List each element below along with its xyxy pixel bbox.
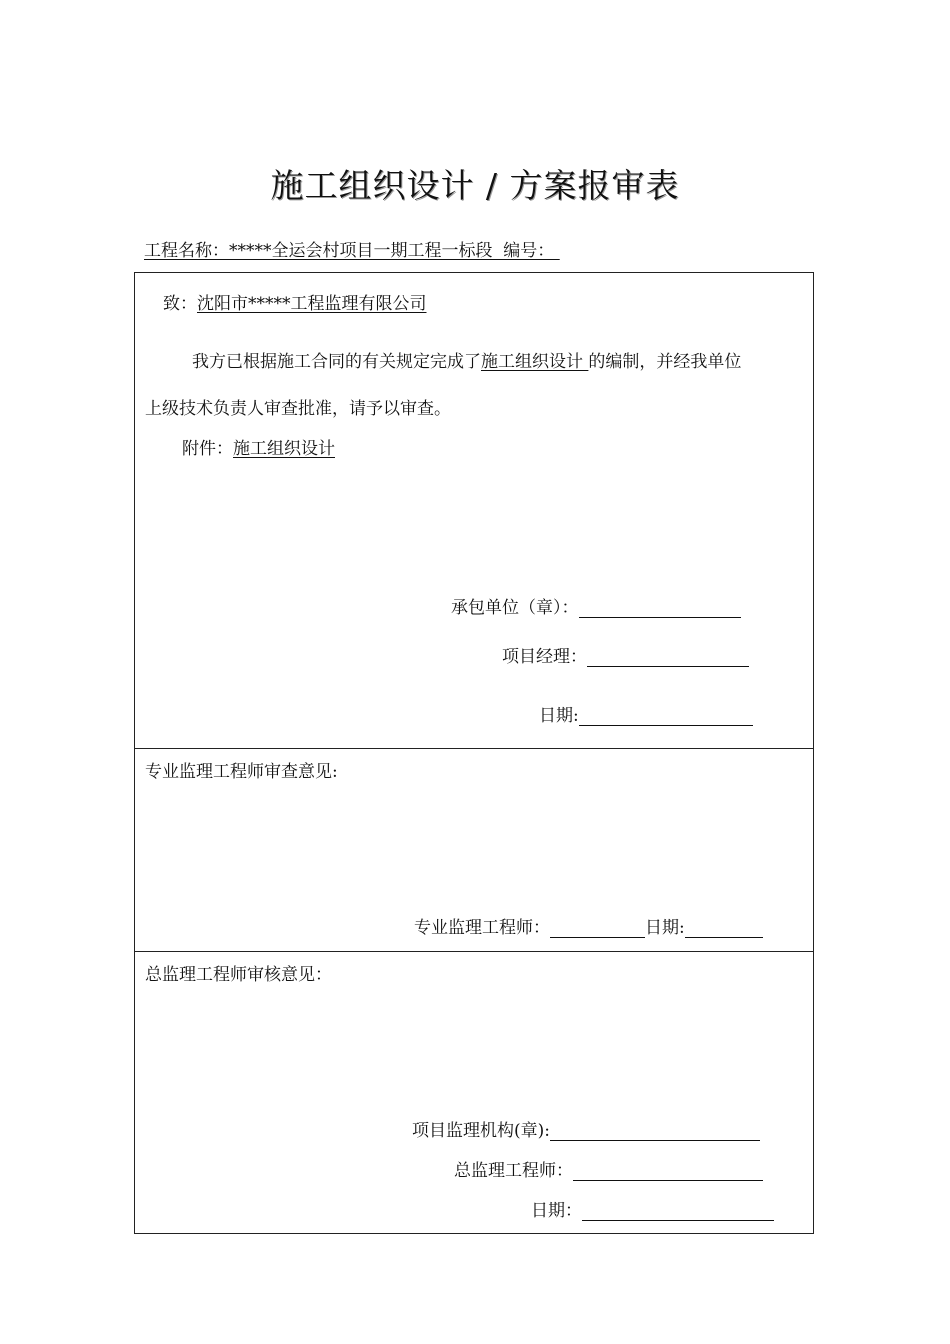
chief-label: 总监理工程师： (454, 1161, 573, 1181)
manager-signature-field[interactable] (587, 650, 749, 667)
engineer-label: 专业监理工程师： (414, 918, 550, 938)
chief-sign-row (454, 1156, 763, 1181)
chief-review-section (135, 952, 813, 1234)
body-line-1 (192, 347, 741, 372)
manager-label: 项目经理： (502, 647, 587, 667)
body-line-1-start: 我方已根据施工合同的有关规定完成了 (192, 352, 481, 372)
body-line-1-end: 的编制，并经我单位 (588, 352, 742, 372)
contractor-date-field[interactable] (579, 709, 753, 726)
contractor-sign-row (451, 593, 741, 618)
attachment-line (182, 434, 335, 459)
project-name-line: 工程名称：*****全运会村项目一期工程一标段 编号： (144, 241, 560, 261)
review-form-table (134, 272, 814, 1234)
contractor-label: 承包单位（章）： (451, 598, 579, 618)
engineer-date-field[interactable] (685, 921, 763, 938)
org-sign-row (412, 1116, 760, 1141)
chief-date-label: 日期： (531, 1201, 582, 1221)
org-seal-field[interactable] (550, 1124, 760, 1141)
attachment-label: 附件： (182, 439, 233, 459)
body-line-2: 上级技术负责人审查批准，请予以审查。 (145, 399, 451, 419)
engineer-sign-row (414, 913, 763, 938)
manager-sign-row (502, 642, 749, 667)
contractor-signature-field[interactable] (579, 601, 741, 618)
page-title: 施工组织设计 / 方案报审表 (270, 166, 680, 205)
engineer-date-label: 日期: (645, 918, 685, 938)
contractor-date-label: 日期: (539, 706, 579, 726)
chief-review-heading: 总监理工程师审核意见： (145, 965, 332, 985)
body-line-1-subject: 施工组织设计 (481, 352, 589, 372)
org-label: 项目监理机构(章): (412, 1121, 550, 1141)
addressee-line (163, 289, 427, 314)
attachment-value: 施工组织设计 (233, 439, 335, 459)
addressee-company: 沈阳市*****工程监理有限公司 (197, 294, 427, 314)
engineer-review-section (135, 749, 813, 952)
engineer-review-heading: 专业监理工程师审查意见: (145, 762, 338, 782)
chief-date-row (531, 1196, 774, 1221)
engineer-signature-field[interactable] (550, 921, 645, 938)
contractor-date-row (539, 701, 753, 726)
chief-signature-field[interactable] (573, 1164, 763, 1181)
addressee-prefix: 致： (163, 294, 197, 314)
chief-date-field[interactable] (582, 1204, 774, 1221)
submission-section (135, 273, 813, 749)
